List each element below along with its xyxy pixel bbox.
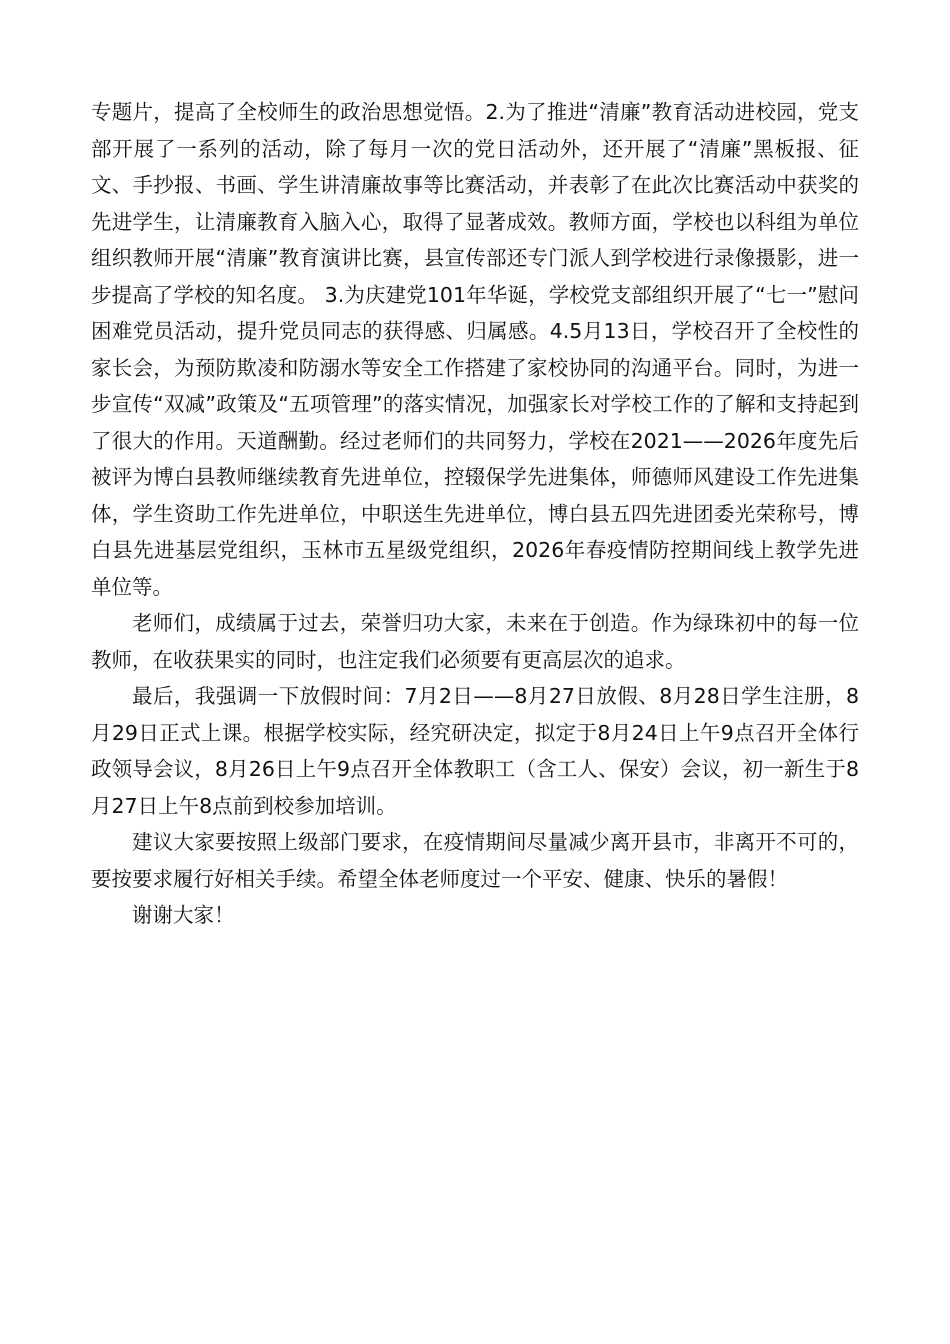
paragraph-teachers: 老师们，成绩属于过去，荣誉归功大家，未来在于创造。作为绿珠初中的每一位教师，在收获果实的同时，也注定我们必须要有更高层次的追求。 [91, 611, 859, 672]
paragraph-closing: 谢谢大家！ [132, 903, 235, 927]
paragraph-holiday-schedule: 最后，我强调一下放假时间：7月2日——8月27日放假、8月28日学生注册，8月29日正式上课。根据学校实际，经究研决定，拟定于8月24日上午9点召开全体行政领导会议，8月26日上午9点召开全体教职工（含工人、保安）会议，初一新生于8月27日上午8点前到校参加培训。 [91, 684, 859, 818]
paragraph-achievements: 专题片，提高了全校师生的政治思想觉悟。2.为了推进“清廉”教育活动进校园，党支部开展了一系列的活动，除了每月一次的党日活动外，还开展了“清廉”黑板报、征文、手抄报、书画、学生讲清廉故事等比赛活动，并表彰了在此次比赛活动中获奖的先进学生，让清廉教育入脑入心，取得了显著成效。教师方面，学校也以科组为单位组织教师开展“清廉”教育演讲比赛，县宣传部还专门派人到学校进行录像摄影，进一步提高了学校的知名度。 3.为庆建党101年华诞，学校党支部组织开展了“七一”慰问困难党员活动，提升党员同志的获得感、归属感。4.5月13日，学校召开了全校性的家长会，为预防欺凌和防溺水等安全工作搭建了家校协同的沟通平台。同时，为进一步宣传“双减”政策及“五项管理”的落实情况，加强家长对学校工作的了解和支持起到了很大的作用。天道酬勤。经过老师们的共同努力，学校在2021——2026年度先后被评为博白县教师继续教育先进单位，控辍保学先进集体，师德师风建设工作先进集体，学生资助工作先进单位，中职送生先进单位，博白县五四先进团委光荣称号，博白县先进基层党组织，玉林市五星级党组织，2026年春疫情防控期间线上教学先进单位等。 [91, 100, 859, 599]
document-body [91, 94, 859, 934]
paragraph-epidemic-advice: 建议大家要按照上级部门要求，在疫情期间尽量减少离开县市，非离开不可的，要按要求履行好相关手续。希望全体老师度过一个平安、健康、快乐的暑假！ [91, 830, 859, 891]
